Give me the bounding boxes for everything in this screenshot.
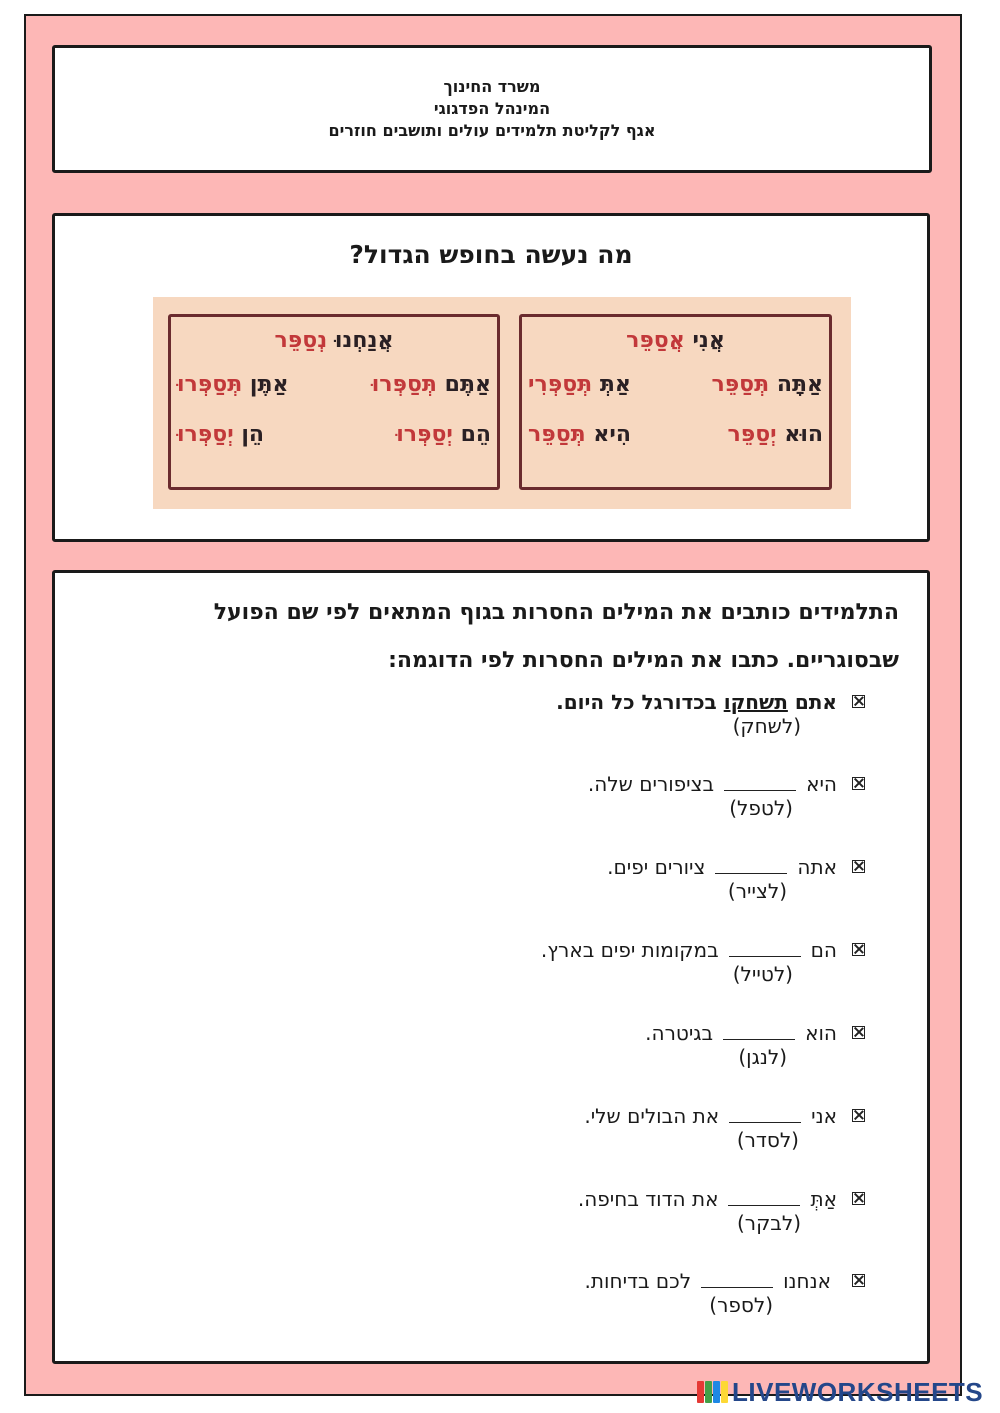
verb-form: תְּסַפֵּר <box>711 372 770 397</box>
verb-hint: (לנגן) <box>738 1045 787 1069</box>
pronoun: אַתָּה <box>776 372 823 397</box>
plural-card <box>168 314 500 490</box>
answer-blank[interactable] <box>729 941 801 957</box>
pronoun: אַתְּ <box>810 1187 837 1211</box>
answer-blank[interactable] <box>728 1190 800 1206</box>
pronoun: אַתְּ <box>599 372 631 397</box>
pronoun: אתם <box>794 690 837 714</box>
checkbox-icon <box>852 943 865 956</box>
verb-form: יְסַפֵּר <box>727 422 777 447</box>
department-name: המינהל הפדגוגי <box>433 99 551 118</box>
answer-blank[interactable] <box>724 775 796 791</box>
pronoun: אַתֶּן <box>249 372 289 397</box>
pronoun: אַתֶּם <box>444 372 491 397</box>
verb-hint: (לשחק) <box>732 714 801 738</box>
conj-row <box>528 325 823 357</box>
pronoun: אנחנו <box>783 1269 831 1293</box>
sentence-rest: בציפורים שלה. <box>587 772 715 796</box>
answer-blank[interactable] <box>723 1024 795 1040</box>
verb-form: יְסַפְּרוּ <box>396 422 453 447</box>
conjugation-section <box>52 213 930 542</box>
answer-blank[interactable] <box>729 1107 801 1123</box>
verb-form: תְּסַפְּרוּ <box>371 372 437 397</box>
verb-form: תְּסַפְּרִי <box>528 372 593 397</box>
pronoun: הִיא <box>593 422 631 447</box>
pronoun: הֵם <box>460 422 491 447</box>
pronoun: היא <box>806 772 837 796</box>
instructions-line: התלמידים כותבים את המילים החסרות בגוף המתאים לפי שם הפועל <box>213 600 899 625</box>
verb-form: נְסַפֵּר <box>274 328 328 353</box>
pronoun: אֲנִי <box>692 328 725 353</box>
sentence-rest: ציורים יפים. <box>607 855 706 879</box>
verb-form: אֲסַפֵּר <box>626 328 685 353</box>
conjugation-panel <box>153 297 851 509</box>
answer-blank[interactable] <box>715 858 787 874</box>
verb-hint: (לסדר) <box>736 1128 799 1152</box>
answer-blank[interactable] <box>701 1272 773 1288</box>
checkbox-icon <box>852 1274 865 1287</box>
instructions-line: שבסוגריים. כתבו את המילים החסרות לפי הדוגמה: <box>388 648 899 673</box>
checkbox-icon <box>852 695 865 708</box>
checkbox-icon <box>852 1192 865 1205</box>
example-item <box>55 691 927 751</box>
division-name: אגף לקליטת תלמידים עולים ותושבים חוזרים <box>328 121 656 140</box>
exercise-item <box>55 1022 927 1082</box>
verb-form: יְסַפְּרוּ <box>177 422 234 447</box>
liveworksheets-logo-icon <box>697 1381 728 1403</box>
checkbox-icon <box>852 860 865 873</box>
exercise-item <box>55 856 927 916</box>
exercise-item <box>55 773 927 833</box>
sentence-rest: לכם בדיחות. <box>584 1269 692 1293</box>
sentence-rest: בכדורגל כל היום. <box>556 690 717 714</box>
conj-row <box>177 369 491 401</box>
conj-row <box>528 369 823 401</box>
verb-form: תְּסַפְּרוּ <box>177 372 243 397</box>
verb-form: תְּסַפֵּר <box>528 422 586 447</box>
verb-hint: (לספר) <box>709 1293 773 1317</box>
checkbox-icon <box>852 1026 865 1039</box>
liveworksheets-watermark <box>697 1378 983 1406</box>
ministry-header <box>52 45 932 173</box>
pronoun: הם <box>810 938 837 962</box>
ministry-name: משרד החינוך <box>443 77 541 96</box>
verb-hint: (לטייל) <box>732 962 793 986</box>
checkbox-icon <box>852 777 865 790</box>
conj-row <box>177 325 491 357</box>
pronoun: הֵן <box>241 422 265 447</box>
exercise-section <box>52 570 930 1364</box>
example-sentence <box>556 691 837 713</box>
pronoun: אֲנַחְנוּ <box>334 328 394 353</box>
page-title: מה נעשה בחופש הגדול? <box>349 240 633 269</box>
exercise-item <box>55 1105 927 1165</box>
sentence-rest: בגיטרה. <box>645 1021 714 1045</box>
sentence-rest: את הדוד בחיפה. <box>577 1187 719 1211</box>
checkbox-icon <box>852 1109 865 1122</box>
pronoun: אתה <box>797 855 837 879</box>
exercise-item <box>55 1188 927 1248</box>
sentence-rest: את הבולים שלי. <box>584 1104 720 1128</box>
singular-card <box>519 314 832 490</box>
verb-hint: (לטפל) <box>729 796 793 820</box>
watermark-text: LIVEWORKSHEETS <box>732 1376 984 1407</box>
exercise-item <box>55 939 927 999</box>
pronoun: הוא <box>805 1021 837 1045</box>
conj-row <box>528 419 823 451</box>
conj-row <box>177 419 491 451</box>
example-answer: תשחקו <box>723 690 788 714</box>
instructions <box>79 589 899 685</box>
verb-hint: (לבקר) <box>736 1211 801 1235</box>
exercise-item <box>55 1270 927 1330</box>
pronoun: אני <box>811 1104 837 1128</box>
verb-hint: (לצייר) <box>727 879 787 903</box>
pronoun: הוּא <box>784 422 823 447</box>
sentence-rest: במקומות יפים בארץ. <box>540 938 719 962</box>
